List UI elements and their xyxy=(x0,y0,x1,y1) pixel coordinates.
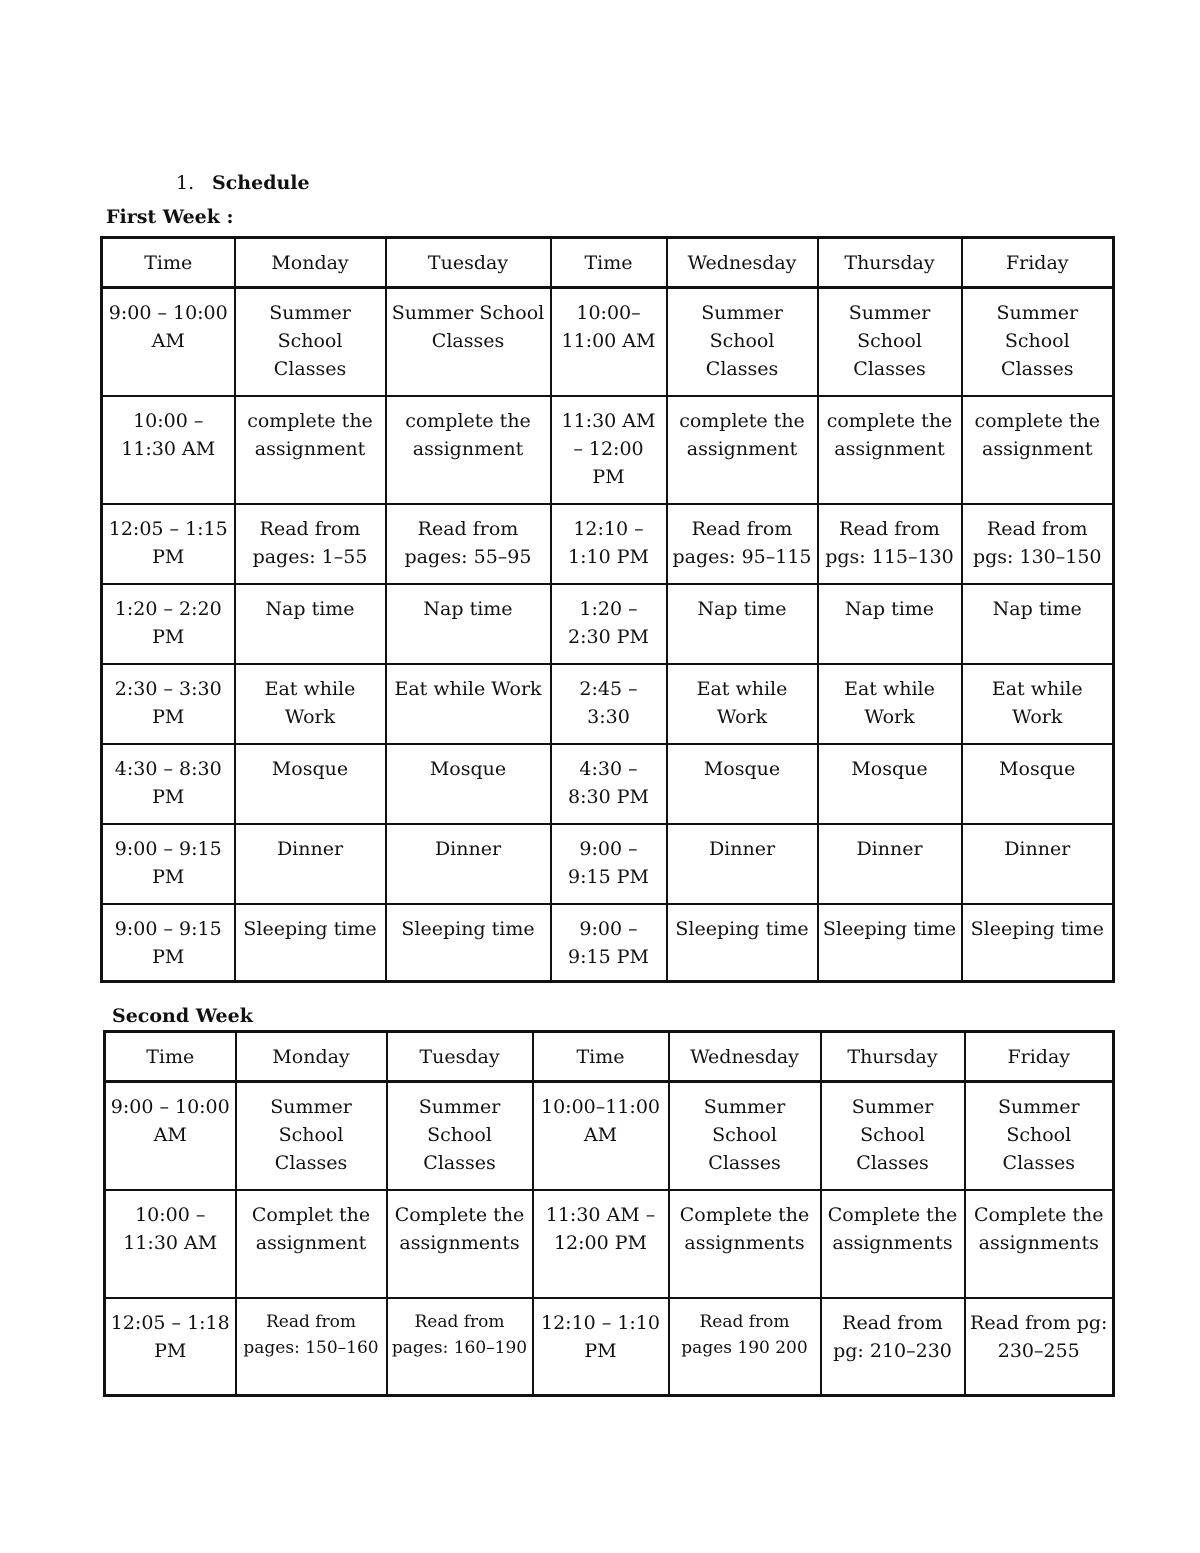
activity-cell: Eat while Work xyxy=(235,664,386,744)
activity-cell: Read from pages: 1–55 xyxy=(235,504,386,584)
time-cell: 12:10 – 1:10 PM xyxy=(551,504,667,584)
time-cell: 9:00 – 9:15 PM xyxy=(551,904,667,982)
activity-cell: Mosque xyxy=(667,744,818,824)
activity-cell: Nap time xyxy=(818,584,962,664)
activity-cell: Complet the assignment xyxy=(236,1190,387,1298)
activity-cell: Complete the assignments xyxy=(965,1190,1114,1298)
column-header: Monday xyxy=(235,238,386,288)
column-header: Thursday xyxy=(818,238,962,288)
activity-cell: Complete the assignments xyxy=(387,1190,533,1298)
column-header: Monday xyxy=(236,1032,387,1082)
time-cell: 9:00 – 10:00 AM xyxy=(105,1082,236,1190)
section-title: Schedule xyxy=(212,172,310,194)
time-cell: 1:20 – 2:20 PM xyxy=(102,584,235,664)
activity-cell: Dinner xyxy=(386,824,551,904)
activity-cell: Dinner xyxy=(667,824,818,904)
activity-cell: Read from pages: 160–190 xyxy=(387,1298,533,1396)
table-row xyxy=(105,1190,1114,1298)
table-header-row xyxy=(102,238,1114,288)
table-row xyxy=(102,744,1114,824)
activity-cell: Mosque xyxy=(386,744,551,824)
activity-cell: Mosque xyxy=(818,744,962,824)
time-cell: 11:30 AM – 12:00 PM xyxy=(551,396,667,504)
section-heading xyxy=(176,172,310,194)
activity-cell: Eat while Work xyxy=(386,664,551,744)
column-header: Tuesday xyxy=(387,1032,533,1082)
time-cell: 2:45 – 3:30 xyxy=(551,664,667,744)
column-header: Time xyxy=(533,1032,669,1082)
column-header: Thursday xyxy=(821,1032,965,1082)
activity-cell: Read from pgs: 115–130 xyxy=(818,504,962,584)
activity-cell: complete the assignment xyxy=(235,396,386,504)
time-cell: 10:00 – 11:30 AM xyxy=(102,396,235,504)
time-cell: 11:30 AM – 12:00 PM xyxy=(533,1190,669,1298)
activity-cell: Read from pages: 95–115 xyxy=(667,504,818,584)
column-header: Wednesday xyxy=(669,1032,821,1082)
activity-cell: Dinner xyxy=(235,824,386,904)
table-row xyxy=(102,396,1114,504)
activity-cell: Eat while Work xyxy=(962,664,1114,744)
activity-cell: Summer School Classes xyxy=(387,1082,533,1190)
activity-cell: Summer School Classes xyxy=(965,1082,1114,1190)
table-row xyxy=(102,824,1114,904)
table-row xyxy=(102,664,1114,744)
activity-cell: Complete the assignments xyxy=(821,1190,965,1298)
activity-cell: Eat while Work xyxy=(818,664,962,744)
activity-cell: Complete the assignments xyxy=(669,1190,821,1298)
activity-cell: complete the assignment xyxy=(386,396,551,504)
table-row xyxy=(102,504,1114,584)
activity-cell: complete the assignment xyxy=(962,396,1114,504)
week1-schedule-table xyxy=(100,236,1115,983)
time-cell: 12:05 – 1:15 PM xyxy=(102,504,235,584)
activity-cell: Read from pages: 55–95 xyxy=(386,504,551,584)
activity-cell: Nap time xyxy=(386,584,551,664)
time-cell: 10:00– 11:00 AM xyxy=(551,288,667,396)
time-cell: 1:20 – 2:30 PM xyxy=(551,584,667,664)
week2-schedule-table xyxy=(103,1030,1115,1397)
activity-cell: Eat while Work xyxy=(667,664,818,744)
activity-cell: Summer School Classes xyxy=(236,1082,387,1190)
time-cell: 9:00 – 10:00 AM xyxy=(102,288,235,396)
column-header: Time xyxy=(551,238,667,288)
activity-cell: Summer School Classes xyxy=(669,1082,821,1190)
time-cell: 4:30 – 8:30 PM xyxy=(551,744,667,824)
activity-cell: Sleeping time xyxy=(962,904,1114,982)
activity-cell: Read from pages 190 200 xyxy=(669,1298,821,1396)
table-row xyxy=(105,1298,1114,1396)
activity-cell: Summer School Classes xyxy=(235,288,386,396)
week2-title: Second Week xyxy=(112,1005,253,1027)
table-row xyxy=(102,904,1114,982)
activity-cell: Sleeping time xyxy=(818,904,962,982)
time-cell: 9:00 – 9:15 PM xyxy=(551,824,667,904)
time-cell: 10:00 – 11:30 AM xyxy=(105,1190,236,1298)
time-cell: 9:00 – 9:15 PM xyxy=(102,824,235,904)
activity-cell: Dinner xyxy=(818,824,962,904)
table-row xyxy=(102,584,1114,664)
activity-cell: Read from pg: 210–230 xyxy=(821,1298,965,1396)
activity-cell: Nap time xyxy=(667,584,818,664)
activity-cell: Read from pages: 150–160 xyxy=(236,1298,387,1396)
table-header-row xyxy=(105,1032,1114,1082)
time-cell: 2:30 – 3:30 PM xyxy=(102,664,235,744)
time-cell: 9:00 – 9:15 PM xyxy=(102,904,235,982)
column-header: Tuesday xyxy=(386,238,551,288)
column-header: Time xyxy=(105,1032,236,1082)
activity-cell: Summer School Classes xyxy=(386,288,551,396)
activity-cell: Summer School Classes xyxy=(821,1082,965,1190)
activity-cell: Sleeping time xyxy=(386,904,551,982)
activity-cell: Dinner xyxy=(962,824,1114,904)
column-header: Friday xyxy=(965,1032,1114,1082)
activity-cell: Summer School Classes xyxy=(818,288,962,396)
activity-cell: complete the assignment xyxy=(818,396,962,504)
activity-cell: Read from pg: 230–255 xyxy=(965,1298,1114,1396)
time-cell: 12:10 – 1:10 PM xyxy=(533,1298,669,1396)
activity-cell: complete the assignment xyxy=(667,396,818,504)
section-number: 1. xyxy=(176,172,195,194)
activity-cell: Summer School Classes xyxy=(962,288,1114,396)
activity-cell: Nap time xyxy=(962,584,1114,664)
activity-cell: Summer School Classes xyxy=(667,288,818,396)
column-header: Friday xyxy=(962,238,1114,288)
activity-cell: Read from pgs: 130–150 xyxy=(962,504,1114,584)
time-cell: 12:05 – 1:18 PM xyxy=(105,1298,236,1396)
column-header: Time xyxy=(102,238,235,288)
week1-title: First Week : xyxy=(106,206,234,228)
activity-cell: Nap time xyxy=(235,584,386,664)
time-cell: 10:00–11:00 AM xyxy=(533,1082,669,1190)
activity-cell: Sleeping time xyxy=(667,904,818,982)
activity-cell: Mosque xyxy=(962,744,1114,824)
activity-cell: Sleeping time xyxy=(235,904,386,982)
table-row xyxy=(105,1082,1114,1190)
column-header: Wednesday xyxy=(667,238,818,288)
table-row xyxy=(102,288,1114,396)
time-cell: 4:30 – 8:30 PM xyxy=(102,744,235,824)
activity-cell: Mosque xyxy=(235,744,386,824)
